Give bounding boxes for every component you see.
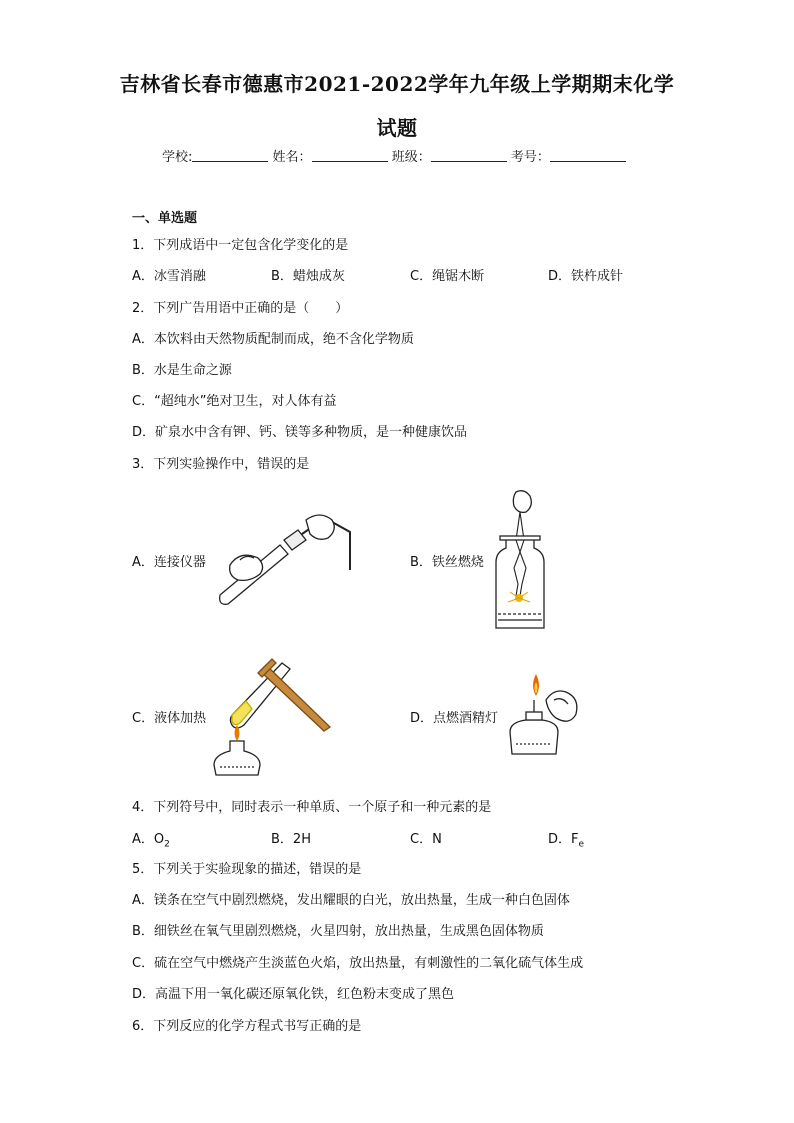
- q2-option-d[interactable]: D．矿泉水中含有钾、钙、镁等多种物质，是一种健康饮品: [132, 425, 468, 440]
- class-label: 班级：: [391, 150, 431, 165]
- q4-option-a[interactable]: [132, 828, 170, 850]
- q4-option-d-text: D．F: [548, 832, 579, 847]
- q3-stem: 3．下列实验操作中，错误的是: [132, 457, 310, 472]
- q4-option-b[interactable]: B．2H: [271, 832, 311, 847]
- q1-option-a[interactable]: A．冰雪消融: [132, 269, 206, 284]
- q1-option-d[interactable]: D．铁杵成针: [548, 269, 624, 284]
- q3-option-b[interactable]: B．铁丝燃烧: [410, 555, 484, 570]
- exam-title-line1: 吉林省长春市德惠市2021-2022学年九年级上学期期末化学: [119, 72, 675, 96]
- school-label: 学校:: [162, 150, 193, 165]
- q4-option-a-subscript: 2: [164, 839, 170, 850]
- q4-stem: 4．下列符号中，同时表示一种单质、一个原子和一种元素的是: [132, 800, 492, 815]
- q3-option-c[interactable]: C．液体加热: [132, 711, 207, 726]
- id-blank[interactable]: [550, 149, 626, 162]
- section-heading: 一、单选题: [132, 211, 198, 226]
- iron-wire-burning-illustration: [490, 488, 550, 630]
- q2-option-b[interactable]: B．水是生命之源: [132, 363, 232, 378]
- q4-option-c[interactable]: C．N: [410, 832, 442, 847]
- school-blank[interactable]: [192, 149, 268, 162]
- q5-option-d[interactable]: D．高温下用一氧化碳还原氧化铁，红色粉末变成了黑色: [132, 987, 455, 1002]
- liquid-heating-illustration: [210, 655, 335, 780]
- q1-option-b[interactable]: B．蜡烛成灰: [271, 269, 345, 284]
- q6-stem: 6．下列反应的化学方程式书写正确的是: [132, 1019, 362, 1034]
- q1-option-c[interactable]: C．绳锯木断: [410, 269, 485, 284]
- q2-option-a[interactable]: A．本饮料由天然物质配制而成，绝不含化学物质: [132, 332, 414, 347]
- q3-option-d[interactable]: D．点燃酒精灯: [410, 711, 499, 726]
- q4-option-a-text: A．O: [132, 832, 165, 847]
- q4-option-d[interactable]: [548, 828, 584, 850]
- q5-stem: 5．下列关于实验现象的描述，错误的是: [132, 862, 362, 877]
- name-label: 姓名：: [272, 150, 312, 165]
- exam-title-line2: 试题: [376, 116, 418, 140]
- q1-stem: 1．下列成语中一定包含化学变化的是: [132, 238, 349, 253]
- name-blank[interactable]: [312, 149, 388, 162]
- student-info-row: [162, 146, 626, 165]
- q5-option-b[interactable]: B．细铁丝在氧气里剧烈燃烧，火星四射，放出热量，生成黑色固体物质: [132, 924, 544, 939]
- id-label: 考号：: [510, 150, 550, 165]
- class-blank[interactable]: [431, 149, 507, 162]
- alcohol-lamp-lighting-illustration: [500, 670, 585, 760]
- q5-option-a[interactable]: A．镁条在空气中剧烈燃烧，发出耀眼的白光，放出热量，生成一种白色固体: [132, 893, 570, 908]
- q4-option-d-subscript: e: [578, 839, 585, 850]
- q2-option-c[interactable]: C．“超纯水”绝对卫生，对人体有益: [132, 394, 337, 409]
- q3-option-a[interactable]: A．连接仪器: [132, 555, 206, 570]
- q5-option-c[interactable]: C．硫在空气中燃烧产生淡蓝色火焰，放出热量，有刺激性的二氧化硫气体生成: [132, 956, 584, 971]
- connect-apparatus-illustration: [210, 510, 360, 605]
- q2-stem: 2．下列广告用语中正确的是（ ）: [132, 301, 349, 316]
